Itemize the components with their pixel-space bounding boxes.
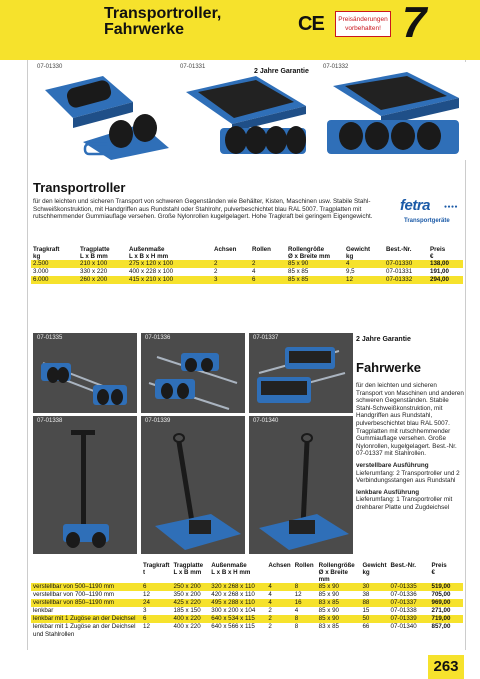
table-header-row [31,246,463,260]
page-title [104,6,221,38]
photo-code: 07-01340 [253,418,279,424]
section-title-fahrwerke: Fahrwerke [356,360,422,375]
photo-code: 07-01331 [180,64,206,70]
transport-roller-medium-image [176,62,316,160]
price-change-notice: Preisänderungen vorbehalten! [335,11,391,37]
col-header-dimensions: Außenmaße L x B x H mm [211,562,251,576]
page-number: 263 [428,655,464,679]
page-header [0,0,480,60]
section-description-transportroller: für den leichten und sicheren Transport von schweren Gegenständen wie Behälter, Kisten, Maschinen usw. Stabile Stahl-Schweißkonstruktion, mit Handgriffen aus Rundstahl oder Stahlrohr, pulverbeschichtet blau RAL 5007. Tragplatten mit rutschhemmender Gummiauflage versehen. Große Nylonrollen kugelgelagert. Hohe Tragkraft bei geringem Eigengewicht. [33,198,373,221]
col-header-variant [31,562,141,583]
chapter-number: 7 [402,0,427,47]
adjustable-undercarriage-image [33,333,137,413]
section-description-fahrwerke [356,382,464,512]
product-photo-8 [141,416,245,554]
steerable-undercarriage-image [33,416,137,554]
adjustable-undercarriage-image [141,333,245,413]
section-title-transportroller: Transportroller [33,180,126,195]
steerable-undercarriage-image [141,416,245,554]
brand-dots-icon: ●●●● [444,204,459,210]
table-row: verstellbar von 700–1190 mm 12 350 x 200 420 x 268 x 110 4 12 85 x 90 38 07-01336 705,00 [33,591,451,598]
table-row: 6.000 260 x 200 415 x 210 x 100 3 6 85 x 85 12 07-01332 294,00 [31,276,463,284]
photo-code: 07-01339 [145,418,171,424]
table-fahrwerke [31,562,463,639]
photo-code: 07-01338 [37,418,63,424]
table-row: 2.500 210 x 100 275 x 120 x 100 2 2 85 x 90 4 07-01330 138,00 [31,260,463,268]
col-header-price: Preis € [430,246,446,260]
table-row: lenkbar mit 1 Zugöse an der Deichsel und Stahlrollen 12 400 x 220 640 x 566 x 115 2 8 83 x 85 66 07-01340 857,00 [33,623,451,638]
variant-steerable-text: Lieferumfang: 1 Transportroller mit drehbarer Platte und Zugdeichsel [356,496,453,511]
brand-name: fetra [400,197,431,214]
table-row: verstellbar von 850–1190 mm 24 425 x 220 495 x 288 x 110 4 16 83 x 85 88 07-01337 969,00 [31,599,463,607]
col-header-order-no: Best.-Nr. [390,562,416,569]
variant-adjustable-title: verstellbare Ausführung [356,461,429,469]
title-line-1: Transportroller, [104,5,222,22]
fahrwerke-description-text: für den leichten und sicheren Transport von Maschinen und anderen schweren Gegenständen. Stabile Stahl-Schweißkonstruktion, mit Handgriffen aus Rundstahl, pulverbeschichtet blau RAL 5007. Tragplatten mit rutschhemmender Gummiauflage versehen. Große Nylonrollen, kugelgelagert. Best.-Nr. 07-01337 mit Stahlrollen. [356,382,464,458]
brand-logo [400,199,462,229]
col-header-axles: Achsen [268,562,291,569]
col-header-price: Preis € [431,562,447,576]
col-header-dimensions: Außenmaße L x B x H mm [129,246,169,260]
guarantee-label: 2 Jahre Garantie [254,68,309,75]
table-row: lenkbar 3 185 x 150 300 x 200 x 104 2 4 85 x 90 15 07-01338 271,00 [33,607,451,614]
ce-mark-icon: CE [298,13,324,35]
product-photo-7 [33,416,137,554]
col-header-roller-size: Rollengröße Ø x Breite mm [318,562,355,583]
table-row: 3.000 330 x 220 400 x 228 x 100 2 4 85 x 85 9,5 07-01331 191,00 [33,268,449,275]
col-header-weight: Gewicht kg [346,246,371,260]
product-photo-1 [33,62,173,160]
adjustable-undercarriage-image [249,333,353,413]
photo-code: 07-01336 [145,335,171,341]
variant-adjustable-text: Lieferumfang: 2 Transportroller und 2 Verbindungsstangen aus Rundstahl [356,469,460,485]
col-header-roller-size: Rollengröße Ø x Breite mm [288,246,330,260]
steerable-undercarriage-image [249,416,353,554]
brand-tagline: Transportgeräte [404,218,450,224]
col-header-axles: Achsen [214,246,237,253]
col-header-rollers: Rollen [252,246,271,253]
col-header-order-no: Best.-Nr. [386,246,412,253]
guarantee-label: 2 Jahre Garantie [356,336,411,343]
transport-roller-large-image [319,62,466,160]
photo-code: 07-01337 [253,335,279,341]
table-transportroller [31,246,463,284]
photo-code: 07-01332 [323,64,349,70]
col-header-plate: Tragplatte L x B mm [173,562,204,576]
table-row: verstellbar von 500–1190 mm 6 250 x 200 320 x 268 x 110 4 8 85 x 90 30 07-01335 519,00 [31,583,463,591]
col-header-capacity: Tragkraft kg [33,246,60,260]
product-photo-4 [33,333,137,413]
photo-code: 07-01335 [37,335,63,341]
photo-code: 07-01330 [37,64,63,70]
col-header-weight: Gewicht kg [362,562,387,576]
product-photo-9 [249,416,353,554]
title-line-2: Fahrwerke [104,21,185,38]
table-header-row [31,562,463,583]
table-row: lenkbar mit 1 Zugöse an der Deichsel 6 400 x 220 640 x 534 x 115 2 8 85 x 90 50 07-01339 719,00 [31,615,463,623]
col-header-rollers: Rollen [294,562,314,569]
col-header-capacity: Tragkraft t [143,562,170,576]
col-header-plate: Tragplatte L x B mm [80,246,110,260]
product-photo-2 [176,62,316,160]
product-photo-6 [249,333,353,413]
product-photo-3 [319,62,466,160]
product-photo-5 [141,333,245,413]
transport-roller-small-image [33,62,173,160]
variant-steerable-title: lenkbare Ausführung [356,488,420,496]
